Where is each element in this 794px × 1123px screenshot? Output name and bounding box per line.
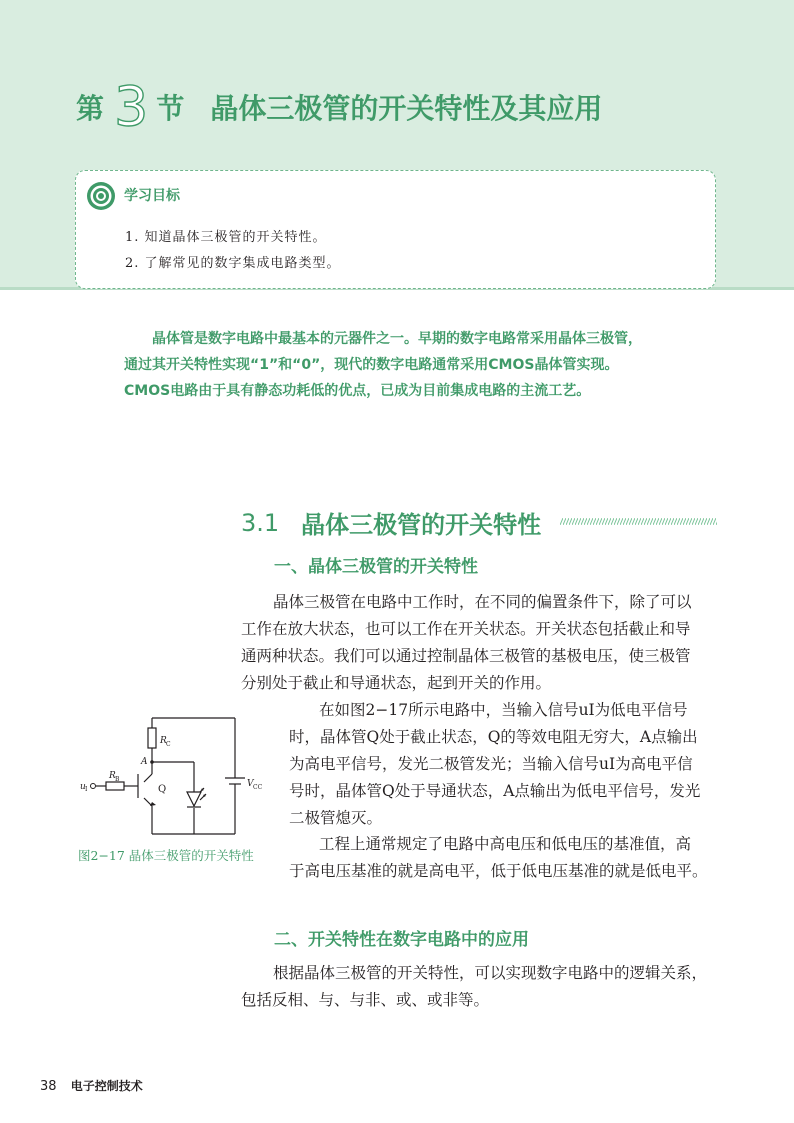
- section-suffix: 节: [156, 92, 185, 125]
- label-ui-sub: I: [85, 786, 88, 793]
- intro-line: 通过其开关特性实现“1”和“0”，现代的数字电路通常采用CMOS晶体管实现。: [124, 357, 619, 373]
- paragraph-line: 工作在放大状态，也可以工作在开关状态。开关状态包括截止和导: [241, 620, 691, 638]
- target-icon: [86, 181, 116, 211]
- label-rc: R: [160, 736, 167, 746]
- paragraph-line: 时，晶体管Q处于截止状态，Q的等效电阻无穷大，A点输出: [289, 728, 698, 746]
- paragraph-line: 二极管熄灭。: [289, 809, 383, 827]
- section-heading: [76, 72, 602, 142]
- subsection-title: [241, 505, 541, 540]
- label-rb-sub: B: [115, 776, 120, 783]
- label-ui: u: [80, 782, 86, 792]
- paragraph-line: 分别处于截止和导通状态，起到开关的作用。: [241, 674, 552, 692]
- learning-goals-heading: 学习目标: [124, 188, 180, 204]
- paragraph-line: 号时，晶体管Q处于导通状态，A点输出为低电平信号，发光: [289, 782, 701, 800]
- learning-goal-item: 2. 了解常见的数字集成电路类型。: [125, 256, 341, 271]
- label-rc-sub: C: [166, 741, 171, 748]
- paragraph-levels: [289, 831, 719, 885]
- intro-line: CMOS电路由于具有静态功耗低的优点，已成为目前集成电路的主流工艺。: [124, 383, 591, 399]
- paragraph-line: 包括反相、与、与非、或、或非等。: [241, 991, 490, 1009]
- intro-line: 晶体管是数字电路中最基本的元器件之一。早期的数字电路常采用晶体三极管，: [152, 331, 642, 347]
- paragraph-line: 工程上通常规定了电路中高电压和低电压的基准值，高: [319, 835, 692, 853]
- subsection-title-text: 晶体三极管的开关特性: [301, 511, 542, 539]
- label-rb: R: [109, 771, 116, 781]
- label-vcc: V: [247, 779, 254, 789]
- paragraph-line: 根据晶体三极管的开关特性，可以实现数字电路中的逻辑关系，: [273, 964, 708, 982]
- section-prefix: 第: [76, 92, 105, 125]
- learning-goals-box: [75, 170, 716, 289]
- circuit-diagram: [80, 710, 270, 840]
- paragraph-line: 于高电压基准的就是高电平，低于低电压基准的就是低电平。: [289, 862, 708, 880]
- paragraph-line: 通两种状态。我们可以通过控制晶体三极管的基极电压，使三极管: [241, 647, 691, 665]
- heading-one: 一、晶体三极管的开关特性: [274, 557, 478, 577]
- heading-two: 二、开关特性在数字电路中的应用: [274, 930, 529, 950]
- label-q: Q: [158, 784, 167, 795]
- figure-caption: 图2−17 晶体三极管的开关特性: [78, 848, 254, 863]
- book-title: 电子控制技术: [70, 1079, 143, 1093]
- learning-goal-item: 1. 知道晶体三极管的开关特性。: [125, 230, 327, 245]
- paragraph-line: 为高电平信号，发光二极管发光；当输入信号uI为高电平信: [289, 755, 693, 773]
- title-decoration-stripe: [560, 518, 717, 525]
- paragraph-switching-states: [241, 589, 721, 697]
- label-a: A: [141, 757, 148, 767]
- section-intro: [124, 326, 684, 404]
- section-number: 3: [114, 75, 149, 138]
- page-footer: [40, 1077, 143, 1094]
- paragraph-line: 在如图2−17所示电路中，当输入信号uI为低电平信号: [319, 701, 688, 719]
- paragraph-line: 晶体三极管在电路中工作时，在不同的偏置条件下，除了可以: [273, 593, 692, 611]
- paragraph-figure-explanation: [289, 697, 719, 832]
- subsection-number: 3.1: [241, 508, 280, 537]
- page-title: 晶体三极管的开关特性及其应用: [210, 92, 603, 125]
- page-number: 38: [40, 1079, 57, 1094]
- label-vcc-sub: CC: [253, 784, 263, 791]
- paragraph-applications: [241, 960, 721, 1014]
